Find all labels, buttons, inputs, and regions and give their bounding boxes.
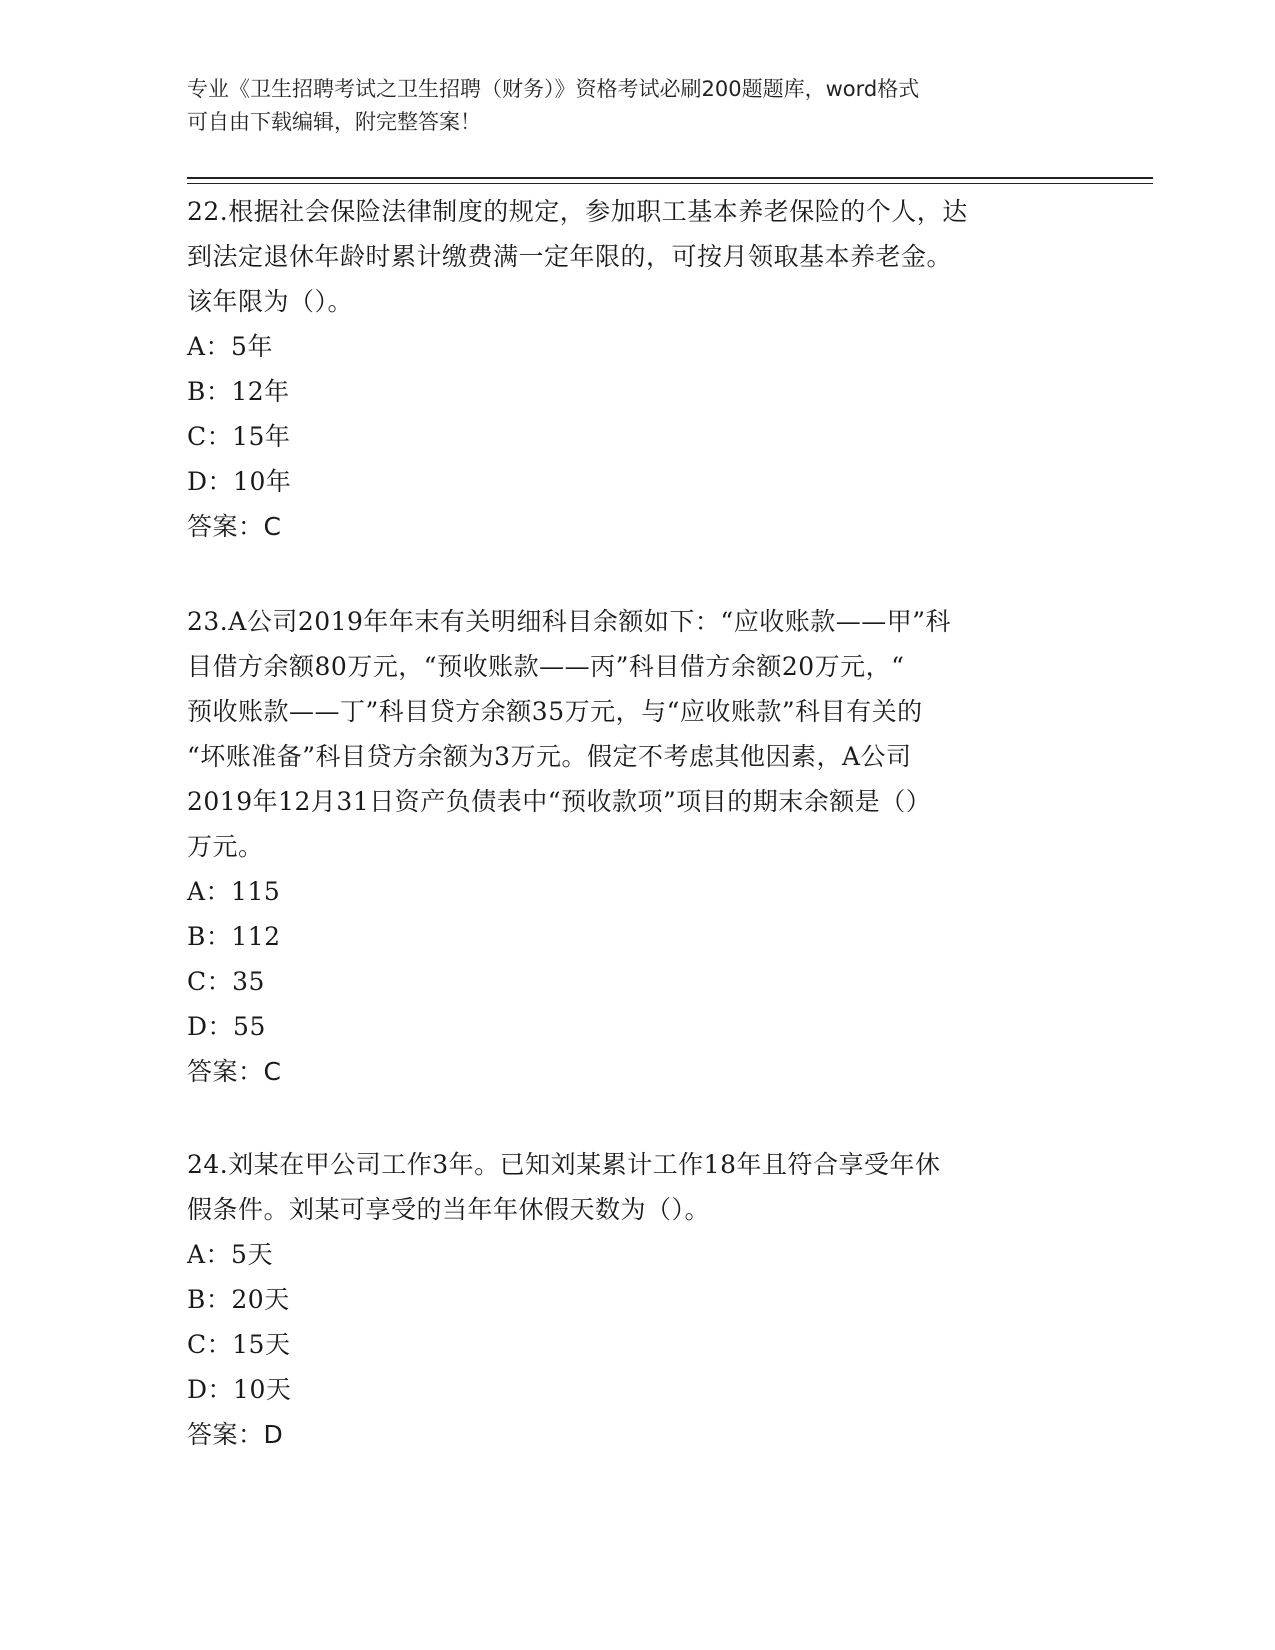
question-23	[187, 599, 1092, 1094]
question-stem-line: 22.根据社会保险法律制度的规定，参加职工基本养老保险的个人，达	[187, 197, 968, 226]
header-line-2: 可自由下载编辑，附完整答案！	[187, 110, 481, 134]
question-stem-line: 2019年12月31日资产负债表中“预收款项”项目的期末余额是（）	[187, 787, 932, 816]
answer-line: 答案：D	[187, 1420, 284, 1449]
option-b: B：12年	[187, 377, 290, 406]
header-divider-thin	[187, 183, 1153, 184]
answer-line: 答案：C	[187, 512, 282, 541]
question-stem-line: 目借方余额80万元，“预收账款——丙”科目借方余额20万元，“	[187, 652, 905, 681]
question-22	[187, 189, 1092, 549]
document-header	[187, 73, 1087, 139]
option-c: C：35	[187, 967, 265, 996]
question-stem-line: 该年限为（）。	[187, 287, 354, 316]
answer-line: 答案：C	[187, 1057, 282, 1086]
question-stem-line: “坏账准备”科目贷方余额为3万元。假定不考虑其他因素，A公司	[187, 742, 912, 771]
option-d: D：10天	[187, 1375, 292, 1404]
header-divider-thick	[187, 177, 1153, 179]
header-line-1: 专业《卫生招聘考试之卫生招聘（财务）》资格考试必刷200题题库，word格式	[187, 77, 920, 101]
option-d: D：55	[187, 1012, 266, 1041]
option-b: B：112	[187, 922, 281, 951]
question-stem-line: 到法定退休年龄时累计缴费满一定年限的，可按月领取基本养老金。	[187, 242, 953, 271]
question-stem-line: 23.A公司2019年年末有关明细科目余额如下：“应收账款——甲”科	[187, 607, 951, 636]
question-24	[187, 1142, 1092, 1457]
question-stem-line: 假条件。刘某可享受的当年年休假天数为（）。	[187, 1195, 711, 1224]
question-stem-line: 24.刘某在甲公司工作3年。已知刘某累计工作18年且符合享受年休	[187, 1150, 941, 1179]
question-stem-line: 预收账款——丁”科目贷方余额35万元，与“应收账款”科目有关的	[187, 697, 923, 726]
option-a: A：115	[187, 877, 281, 906]
option-b: B：20天	[187, 1285, 290, 1314]
question-stem-line: 万元。	[187, 832, 264, 861]
option-a: A：5年	[187, 332, 273, 361]
option-c: C：15天	[187, 1330, 291, 1359]
option-d: D：10年	[187, 467, 292, 496]
option-c: C：15年	[187, 422, 291, 451]
option-a: A：5天	[187, 1240, 273, 1269]
